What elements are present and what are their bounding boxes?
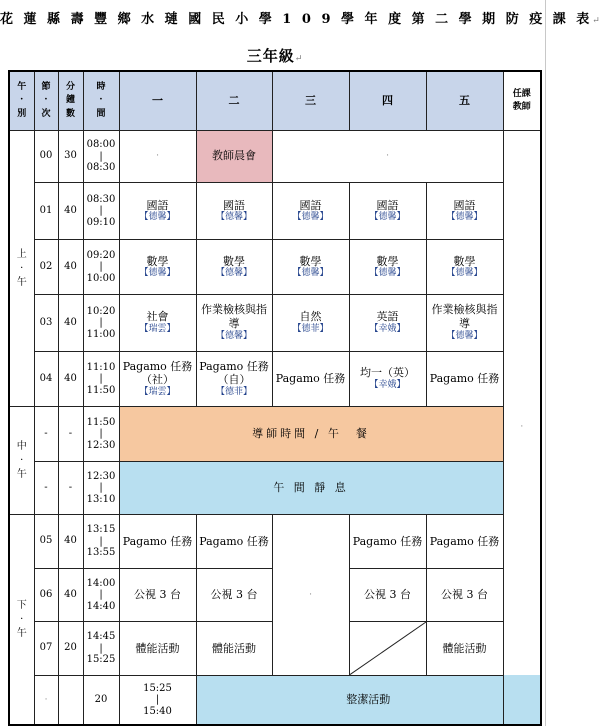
document-title: 花 蓮 縣 壽 豐 鄉 水 璉 國 民 小 學 1 0 9 學 年 度 第 二 學 期 防 疫 課 表↵: [0, 12, 603, 27]
day-header-tue: 二: [196, 71, 272, 131]
header-row: [9, 71, 541, 131]
class-cell: 數學 【德馨】: [196, 240, 272, 295]
period-cell: -: [34, 407, 58, 462]
teacher-header: 任課 教師: [503, 71, 541, 131]
period-cell: 02: [34, 240, 58, 295]
time-cell: 15:25 | 15:40: [119, 675, 196, 725]
table-row: [9, 131, 541, 182]
day-header-thu: 四: [349, 71, 426, 131]
class-cell: Pagamo 任務（自） 【德菲】: [196, 351, 272, 407]
class-cell: Pagamo 任務（社） 【瑞雲】: [119, 351, 196, 407]
minutes-cell: 40: [58, 182, 83, 240]
minutes-header: 分 鐘 數: [58, 71, 83, 131]
minutes-cell: 20: [58, 622, 83, 676]
day-header-fri: 五: [426, 71, 503, 131]
table-row: [9, 294, 541, 351]
minutes-cell: 40: [58, 351, 83, 407]
period-cell: 03: [34, 294, 58, 351]
empty-cell: ·: [272, 131, 503, 182]
class-cell: 國語 【德馨】: [272, 182, 349, 240]
document-title-text: 花 蓮 縣 壽 豐 鄉 水 璉 國 民 小 學 1 0 9 學 年 度 第 二 學 期 防 疫 課 表: [0, 12, 593, 27]
period-cell: -: [34, 461, 58, 515]
minutes-cell: 30: [58, 131, 83, 182]
time-cell: 14:45 | 15:25: [83, 622, 119, 676]
period-cell: 00: [34, 131, 58, 182]
session-header: 午 · 別: [9, 71, 34, 131]
class-cell: Pagamo 任務: [196, 515, 272, 569]
class-cell: Pagamo 任務: [426, 351, 503, 407]
grade-title-text: 三年級: [246, 47, 295, 65]
table-row: [9, 675, 541, 725]
table-row: [9, 240, 541, 295]
class-cell: 公視 3 台: [196, 568, 272, 622]
empty-cell: ·: [272, 515, 349, 676]
minutes-cell: -: [58, 407, 83, 462]
class-cell: 數學 【德馨】: [272, 240, 349, 295]
period-cell: 06: [34, 568, 58, 622]
class-cell: 均一（英） 【幸娥】: [349, 351, 426, 407]
class-cell: 公視 3 台: [349, 568, 426, 622]
time-cell: 14:00 | 14:40: [83, 568, 119, 622]
table-row: [9, 182, 541, 240]
time-cell: 12:30 | 13:10: [83, 461, 119, 515]
minutes-cell: -: [58, 461, 83, 515]
class-schedule-table: [8, 70, 542, 726]
cleanup-cell: 整潔活動: [196, 675, 541, 725]
time-header: 時 · 間: [83, 71, 119, 131]
class-cell: 體能活動: [196, 622, 272, 676]
class-cell: 作業檢核與指導 【德馨】: [426, 294, 503, 351]
minutes-cell: 40: [58, 240, 83, 295]
period-cell: 07: [34, 622, 58, 676]
grade-title: 三年級↵: [246, 47, 304, 65]
class-cell: Pagamo 任務: [349, 515, 426, 569]
class-cell: 國語 【德馨】: [426, 182, 503, 240]
time-cell: 11:10 | 11:50: [83, 351, 119, 407]
table-row: [9, 461, 541, 515]
table-row: [9, 515, 541, 569]
session-afternoon: 下 · 午: [9, 515, 34, 725]
class-cell: 社會 【瑞雲】: [119, 294, 196, 351]
minutes-cell: 40: [58, 294, 83, 351]
time-cell: 13:15 | 13:55: [83, 515, 119, 569]
session-noon: 中 · 午: [9, 407, 34, 515]
session-morning: 上 · 午: [9, 131, 34, 407]
class-cell: Pagamo 任務: [426, 515, 503, 569]
time-cell: 08:30 | 09:10: [83, 182, 119, 240]
period-cell: 04: [34, 351, 58, 407]
diagonal-empty-cell: [349, 622, 426, 676]
table-row: [9, 351, 541, 407]
class-cell: 國語 【德馨】: [349, 182, 426, 240]
time-cell: 11:50 | 12:30: [83, 407, 119, 462]
class-cell: 體能活動: [426, 622, 503, 676]
teacher-column: ·: [503, 131, 541, 725]
page-edge: [545, 0, 546, 726]
minutes-cell: 40: [58, 568, 83, 622]
time-cell: 08:00 | 08:30: [83, 131, 119, 182]
period-cell: [58, 675, 83, 725]
class-cell: 數學 【德馨】: [119, 240, 196, 295]
period-cell: 01: [34, 182, 58, 240]
class-cell: 國語 【德馨】: [196, 182, 272, 240]
period-header: 節 · 次: [34, 71, 58, 131]
time-cell: 09:20 | 10:00: [83, 240, 119, 295]
table-row: [9, 407, 541, 462]
nap-cell: 午 間 靜 息: [119, 461, 503, 515]
class-cell: 作業檢核與指導 【德馨】: [196, 294, 272, 351]
class-cell: Pagamo 任務: [119, 515, 196, 569]
lunch-cell: 導師時間 / 午 餐: [119, 407, 503, 462]
day-header-wed: 三: [272, 71, 349, 131]
class-cell: 數學 【德馨】: [349, 240, 426, 295]
class-cell: 自然 【德菲】: [272, 294, 349, 351]
teacher-meeting-cell: 教師晨會: [196, 131, 272, 182]
diagonal-line: [350, 622, 426, 675]
class-cell: 國語 【德馨】: [119, 182, 196, 240]
class-cell: 體能活動: [119, 622, 196, 676]
session-cell: ·: [34, 675, 58, 725]
day-header-mon: 一: [119, 71, 196, 131]
empty-cell: ·: [119, 131, 196, 182]
class-cell: 公視 3 台: [119, 568, 196, 622]
class-cell: 公視 3 台: [426, 568, 503, 622]
minutes-cell: 40: [58, 515, 83, 569]
period-cell: 05: [34, 515, 58, 569]
class-cell: 數學 【德馨】: [426, 240, 503, 295]
minutes-cell: 20: [83, 675, 119, 725]
time-cell: 10:20 | 11:00: [83, 294, 119, 351]
class-cell: Pagamo 任務: [272, 351, 349, 407]
class-cell: 英語 【幸娥】: [349, 294, 426, 351]
